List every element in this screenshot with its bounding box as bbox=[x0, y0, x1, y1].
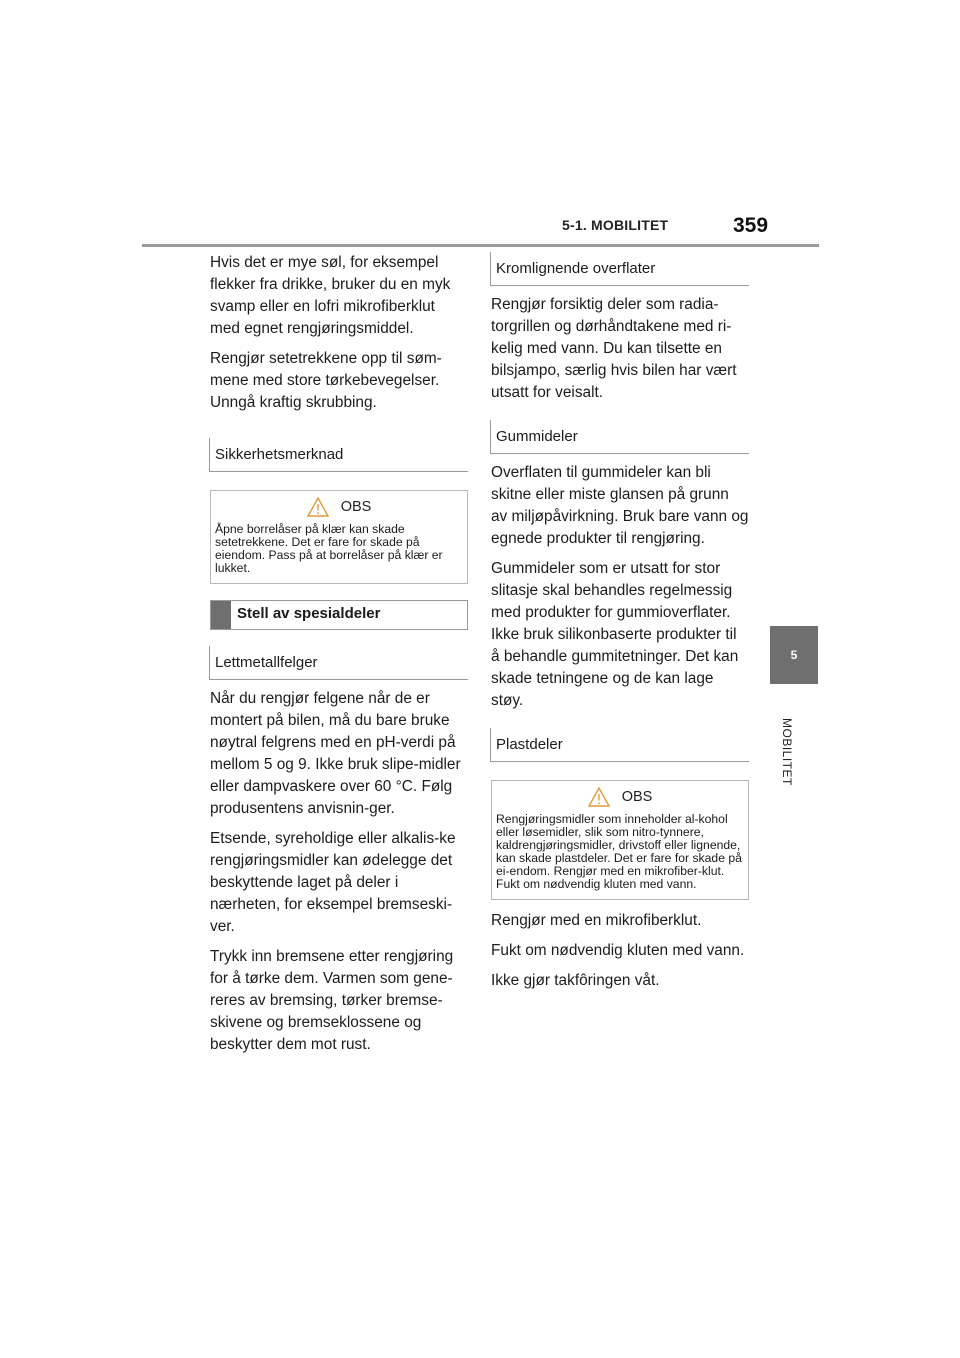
chapter-tab: 5 bbox=[770, 626, 818, 684]
obs-header bbox=[215, 497, 463, 517]
left-column bbox=[210, 252, 468, 1064]
paragraph: Trykk inn bremsene etter rengjøring for å tørke dem. Varmen som gene-reres av bremsing, tørker bremse-skivene og bremseklossene og beskytter dem mot rust. bbox=[210, 948, 454, 1053]
right-column bbox=[491, 252, 749, 1000]
subhead-safety: Sikkerhetsmerknad bbox=[209, 438, 468, 472]
obs-label: OBS bbox=[340, 499, 372, 515]
page-number: 359 bbox=[733, 214, 769, 237]
paragraph: Hvis det er mye søl, for eksempel flekker fra drikke, bruker du en myk svamp eller en lofri mikrofiberklut med egnet rengjøringsmiddel. bbox=[210, 254, 451, 337]
running-header-section: 5-1. MOBILITET bbox=[562, 217, 669, 233]
section-title: Stell av spesialdeler bbox=[237, 605, 381, 622]
paragraph: Rengjør forsiktig deler som radia-torgrillen og dørhåndtakene med ri-kelig med vann. Du kan tilsette en bilsjampo, særlig hvis bilen har vært utsatt for veisalt. bbox=[491, 296, 737, 401]
subhead-chrome: Kromlignende overflater bbox=[490, 252, 749, 286]
paragraph: Overflaten til gummideler kan bli skitne eller miste glansen på grunn av miljøpåvirkning. Bruk bare vann og egnede produkter til rengjøring. bbox=[491, 464, 749, 547]
section-marker bbox=[211, 601, 231, 629]
obs-header bbox=[496, 787, 744, 807]
subhead-rims: Lettmetallfelger bbox=[209, 646, 468, 680]
section-heading bbox=[210, 600, 468, 630]
chapter-tab-label: MOBILITET bbox=[780, 718, 794, 786]
obs-box bbox=[491, 780, 749, 900]
obs-box bbox=[210, 490, 468, 584]
paragraph: Ikke gjør takfôringen våt. bbox=[491, 972, 660, 989]
subhead-plastic: Plastdeler bbox=[490, 728, 749, 762]
obs-text: Åpne borrelåser på klær kan skade setetrekkene. Det er fare for skade på eiendom. Pass på at borrelåser på klær er lukket. bbox=[215, 522, 443, 575]
obs-text: Rengjøringsmidler som inneholder al-kohol eller løsemidler, slik som nitro-tynnere, kaldrengjøringsmidler, drivstoff eller lignende, kan skade plastdeler. Det er fare for skade på ei-endom. Rengjør med en mikrofiber-klut. Fukt om nødvendig kluten med vann. bbox=[496, 812, 742, 891]
paragraph: Etsende, syreholdige eller alkalis-ke rengjøringsmidler kan ødelegge det beskyttende laget på deler i nærheten, for eksempel bremseski-ver. bbox=[210, 830, 456, 935]
header-rule bbox=[142, 244, 819, 247]
warning-triangle-icon bbox=[307, 497, 329, 517]
paragraph: Rengjør med en mikrofiberklut. bbox=[491, 912, 702, 929]
warning-triangle-icon bbox=[588, 787, 610, 807]
paragraph: Rengjør setetrekkene opp til søm-mene med store tørkebevegelser. Unngå kraftig skrubbing. bbox=[210, 350, 442, 411]
subhead-rubber: Gummideler bbox=[490, 420, 749, 454]
obs-label: OBS bbox=[621, 789, 653, 805]
paragraph: Når du rengjør felgene når de er montert på bilen, må du bare bruke nøytral felgrens med en pH-verdi på mellom 5 og 9. Ikke bruk slipe-midler eller dampvaskere over 60 °C. Følg produsentens anvisnin-ger. bbox=[210, 690, 461, 817]
paragraph: Gummideler som er utsatt for stor slitasje skal behandles regelmessig med produkter for gummioverflater. Ikke bruk silikonbaserte produkter til å behandle gummitetninger. Det kan skade tetningene og de kan lage støy. bbox=[491, 560, 739, 709]
paragraph: Fukt om nødvendig kluten med vann. bbox=[491, 942, 745, 959]
